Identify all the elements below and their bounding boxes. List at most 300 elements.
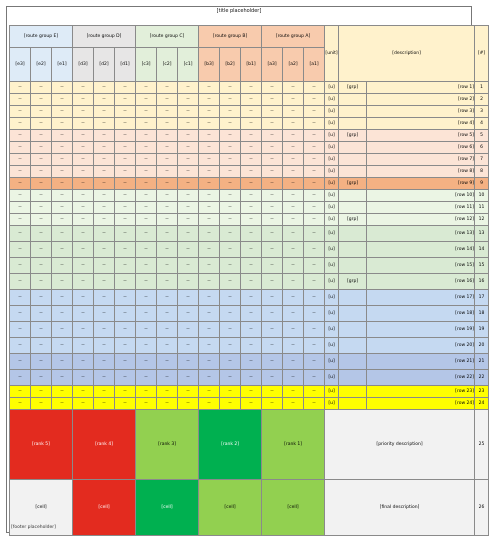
value-cell: -- [283, 370, 304, 386]
value-cell: -- [94, 178, 115, 190]
value-cell: -- [220, 338, 241, 354]
value-cell: -- [262, 274, 283, 290]
value-cell: -- [283, 258, 304, 274]
value-cell: -- [241, 398, 262, 410]
value-cell: -- [178, 190, 199, 202]
row-group [339, 338, 367, 354]
row-unit: [u] [325, 94, 339, 106]
row-description: [row 5] [367, 130, 475, 142]
row-group [339, 258, 367, 274]
table-row [10, 290, 489, 306]
value-cell: -- [199, 398, 220, 410]
value-cell: -- [115, 274, 136, 290]
value-cell: -- [283, 154, 304, 166]
sub-header-cell: [e2] [31, 48, 52, 82]
table-row [10, 178, 489, 190]
value-cell: -- [262, 290, 283, 306]
value-cell: -- [157, 178, 178, 190]
value-cell: -- [73, 274, 94, 290]
value-cell: -- [115, 338, 136, 354]
value-cell: -- [52, 214, 73, 226]
row-description: [row 23] [367, 386, 475, 398]
value-cell: -- [220, 290, 241, 306]
sub-header-cell: [b1] [241, 48, 262, 82]
value-cell: -- [262, 398, 283, 410]
value-cell: -- [31, 242, 52, 258]
value-cell: -- [157, 130, 178, 142]
value-cell: -- [178, 82, 199, 94]
value-cell: -- [52, 258, 73, 274]
table-row [10, 322, 489, 338]
value-cell: -- [136, 190, 157, 202]
value-cell: -- [73, 82, 94, 94]
priority-rank-cell: [rank 4] [73, 410, 136, 480]
sub-header-cell: [b2] [220, 48, 241, 82]
value-cell: -- [10, 190, 31, 202]
value-cell: -- [52, 94, 73, 106]
value-cell: -- [10, 154, 31, 166]
value-cell: -- [136, 242, 157, 258]
value-cell: -- [199, 226, 220, 242]
value-cell: -- [136, 258, 157, 274]
value-cell: -- [199, 190, 220, 202]
value-cell: -- [115, 290, 136, 306]
value-cell: -- [220, 178, 241, 190]
row-group: [grp] [339, 214, 367, 226]
value-cell: -- [94, 142, 115, 154]
value-cell: -- [304, 178, 325, 190]
value-cell: -- [304, 386, 325, 398]
value-cell: -- [73, 130, 94, 142]
row-unit: [u] [325, 118, 339, 130]
value-cell: -- [178, 226, 199, 242]
header-group-a: [route group A] [262, 26, 325, 48]
value-cell: -- [157, 226, 178, 242]
value-cell: -- [52, 370, 73, 386]
value-cell: -- [136, 202, 157, 214]
value-cell: -- [115, 154, 136, 166]
value-cell: -- [31, 338, 52, 354]
value-cell: -- [115, 386, 136, 398]
value-cell: -- [220, 154, 241, 166]
table-row [10, 242, 489, 258]
row-unit: [u] [325, 306, 339, 322]
row-group [339, 106, 367, 118]
value-cell: -- [283, 178, 304, 190]
value-cell: -- [283, 190, 304, 202]
value-cell: -- [220, 142, 241, 154]
value-cell: -- [220, 354, 241, 370]
value-cell: -- [10, 118, 31, 130]
value-cell: -- [73, 142, 94, 154]
row-description: [row 4] [367, 118, 475, 130]
value-cell: -- [10, 226, 31, 242]
value-cell: -- [262, 258, 283, 274]
value-cell: -- [52, 106, 73, 118]
row-unit: [u] [325, 290, 339, 306]
value-cell: -- [241, 226, 262, 242]
value-cell: -- [31, 226, 52, 242]
table-row [10, 154, 489, 166]
value-cell: -- [136, 338, 157, 354]
row-group [339, 370, 367, 386]
value-cell: -- [157, 154, 178, 166]
value-cell: -- [94, 398, 115, 410]
value-cell: -- [94, 242, 115, 258]
row-index: 18 [475, 306, 489, 322]
value-cell: -- [115, 398, 136, 410]
value-cell: -- [136, 214, 157, 226]
row-index: 6 [475, 142, 489, 154]
value-cell: -- [241, 154, 262, 166]
value-cell: -- [199, 370, 220, 386]
value-cell: -- [220, 130, 241, 142]
priority-rank-cell: [rank 3] [136, 410, 199, 480]
row-group: [grp] [339, 82, 367, 94]
value-cell: -- [31, 370, 52, 386]
value-cell: -- [136, 354, 157, 370]
table-row [10, 166, 489, 178]
row-unit: [u] [325, 338, 339, 354]
value-cell: -- [241, 386, 262, 398]
value-cell: -- [94, 306, 115, 322]
value-cell: -- [115, 258, 136, 274]
value-cell: -- [157, 258, 178, 274]
value-cell: -- [115, 190, 136, 202]
sub-header-cell: [b3] [199, 48, 220, 82]
row-group [339, 306, 367, 322]
value-cell: -- [136, 226, 157, 242]
value-cell: -- [262, 354, 283, 370]
table-body [10, 82, 489, 536]
row-index: 10 [475, 190, 489, 202]
row-unit: [u] [325, 386, 339, 398]
row-unit: [u] [325, 354, 339, 370]
value-cell: -- [136, 178, 157, 190]
value-cell: -- [199, 202, 220, 214]
value-cell: -- [199, 386, 220, 398]
value-cell: -- [262, 190, 283, 202]
value-cell: -- [199, 306, 220, 322]
row-description: [row 13] [367, 226, 475, 242]
sub-header-cell: [c1] [178, 48, 199, 82]
value-cell: -- [73, 354, 94, 370]
value-cell: -- [262, 118, 283, 130]
value-cell: -- [241, 274, 262, 290]
row-unit: [u] [325, 322, 339, 338]
value-cell: -- [136, 130, 157, 142]
row-description: [row 16] [367, 274, 475, 290]
value-cell: -- [31, 190, 52, 202]
value-cell: -- [262, 178, 283, 190]
value-cell: -- [262, 166, 283, 178]
table-row [10, 274, 489, 290]
value-cell: -- [31, 94, 52, 106]
value-cell: -- [199, 258, 220, 274]
row-description: [row 8] [367, 166, 475, 178]
value-cell: -- [52, 398, 73, 410]
row-description: [row 20] [367, 338, 475, 354]
value-cell: -- [220, 202, 241, 214]
value-cell: -- [262, 242, 283, 258]
value-cell: -- [94, 258, 115, 274]
value-cell: -- [73, 242, 94, 258]
table-row [10, 306, 489, 322]
value-cell: -- [178, 386, 199, 398]
value-cell: -- [199, 322, 220, 338]
table-row [10, 370, 489, 386]
value-cell: -- [157, 82, 178, 94]
value-cell: -- [304, 190, 325, 202]
value-cell: -- [157, 106, 178, 118]
row-unit: [u] [325, 214, 339, 226]
value-cell: -- [304, 226, 325, 242]
row-unit: [u] [325, 106, 339, 118]
value-cell: -- [304, 398, 325, 410]
value-cell: -- [115, 214, 136, 226]
final-cell: [cell] [136, 480, 199, 536]
value-cell: -- [178, 154, 199, 166]
table-row [10, 130, 489, 142]
value-cell: -- [136, 386, 157, 398]
value-cell: -- [94, 274, 115, 290]
row-description: [row 24] [367, 398, 475, 410]
value-cell: -- [241, 130, 262, 142]
value-cell: -- [157, 202, 178, 214]
value-cell: -- [262, 94, 283, 106]
value-cell: -- [52, 118, 73, 130]
value-cell: -- [178, 338, 199, 354]
value-cell: -- [262, 130, 283, 142]
value-cell: -- [178, 118, 199, 130]
value-cell: -- [136, 106, 157, 118]
value-cell: -- [94, 354, 115, 370]
value-cell: -- [94, 106, 115, 118]
value-cell: -- [220, 398, 241, 410]
value-cell: -- [304, 306, 325, 322]
row-unit: [u] [325, 166, 339, 178]
value-cell: -- [31, 142, 52, 154]
value-cell: -- [262, 370, 283, 386]
value-cell: -- [157, 274, 178, 290]
value-cell: -- [304, 118, 325, 130]
value-cell: -- [94, 166, 115, 178]
value-cell: -- [52, 142, 73, 154]
row-index: 1 [475, 82, 489, 94]
value-cell: -- [10, 142, 31, 154]
row-index: 4 [475, 118, 489, 130]
value-cell: -- [136, 94, 157, 106]
value-cell: -- [94, 322, 115, 338]
value-cell: -- [31, 130, 52, 142]
value-cell: -- [73, 258, 94, 274]
value-cell: -- [304, 202, 325, 214]
value-cell: -- [94, 290, 115, 306]
value-cell: -- [304, 166, 325, 178]
value-cell: -- [73, 190, 94, 202]
row-group [339, 190, 367, 202]
document-footer: [footer placeholder] [11, 525, 56, 530]
row-index: 21 [475, 354, 489, 370]
value-cell: -- [178, 370, 199, 386]
header-group-b: [route group B] [199, 26, 262, 48]
value-cell: -- [115, 82, 136, 94]
value-cell: -- [199, 154, 220, 166]
value-cell: -- [178, 178, 199, 190]
value-cell: -- [304, 154, 325, 166]
value-cell: -- [199, 106, 220, 118]
document-page [6, 6, 486, 533]
value-cell: -- [262, 142, 283, 154]
value-cell: -- [157, 338, 178, 354]
row-group [339, 166, 367, 178]
value-cell: -- [73, 106, 94, 118]
row-unit: [u] [325, 226, 339, 242]
row-index: 3 [475, 106, 489, 118]
row-group: [grp] [339, 178, 367, 190]
sub-header-cell: [a2] [283, 48, 304, 82]
value-cell: -- [262, 338, 283, 354]
value-cell: -- [31, 166, 52, 178]
value-cell: -- [115, 354, 136, 370]
value-cell: -- [157, 354, 178, 370]
value-cell: -- [199, 242, 220, 258]
table-row [10, 338, 489, 354]
value-cell: -- [157, 94, 178, 106]
value-cell: -- [304, 338, 325, 354]
value-cell: -- [73, 202, 94, 214]
value-cell: -- [220, 166, 241, 178]
value-cell: -- [283, 106, 304, 118]
value-cell: -- [220, 322, 241, 338]
value-cell: -- [31, 258, 52, 274]
sub-header-cell: [e3] [10, 48, 31, 82]
value-cell: -- [178, 166, 199, 178]
value-cell: -- [178, 258, 199, 274]
value-cell: -- [52, 190, 73, 202]
value-cell: -- [52, 130, 73, 142]
value-cell: -- [178, 290, 199, 306]
value-cell: -- [283, 274, 304, 290]
table-row [10, 258, 489, 274]
final-index: 26 [475, 480, 489, 536]
value-cell: -- [94, 118, 115, 130]
value-cell: -- [52, 178, 73, 190]
value-cell: -- [178, 398, 199, 410]
value-cell: -- [10, 354, 31, 370]
value-cell: -- [31, 322, 52, 338]
final-cell: [cell] [73, 480, 136, 536]
value-cell: -- [241, 370, 262, 386]
value-cell: -- [178, 202, 199, 214]
value-cell: -- [241, 258, 262, 274]
final-row [10, 480, 489, 536]
row-description: [row 14] [367, 242, 475, 258]
value-cell: -- [73, 306, 94, 322]
value-cell: -- [115, 242, 136, 258]
table-row [10, 82, 489, 94]
priority-index: 25 [475, 410, 489, 480]
row-group [339, 398, 367, 410]
final-cell: [cell] [199, 480, 262, 536]
value-cell: -- [10, 290, 31, 306]
value-cell: -- [73, 94, 94, 106]
row-unit: [u] [325, 142, 339, 154]
row-index: 14 [475, 242, 489, 258]
priority-rank-cell: [rank 2] [199, 410, 262, 480]
value-cell: -- [10, 82, 31, 94]
value-cell: -- [94, 190, 115, 202]
value-cell: -- [241, 118, 262, 130]
value-cell: -- [115, 322, 136, 338]
value-cell: -- [10, 106, 31, 118]
value-cell: -- [115, 370, 136, 386]
row-unit: [u] [325, 258, 339, 274]
value-cell: -- [136, 118, 157, 130]
value-cell: -- [304, 322, 325, 338]
value-cell: -- [115, 142, 136, 154]
value-cell: -- [220, 82, 241, 94]
sub-header-cell: [a3] [262, 48, 283, 82]
row-description: [row 11] [367, 202, 475, 214]
sub-header-cell: [c2] [157, 48, 178, 82]
value-cell: -- [199, 338, 220, 354]
value-cell: -- [178, 322, 199, 338]
value-cell: -- [199, 118, 220, 130]
row-index: 20 [475, 338, 489, 354]
document-title: [title placeholder] [216, 8, 262, 14]
value-cell: -- [52, 338, 73, 354]
value-cell: -- [157, 386, 178, 398]
comparison-table [9, 25, 489, 536]
value-cell: -- [199, 130, 220, 142]
value-cell: -- [283, 322, 304, 338]
value-cell: -- [73, 398, 94, 410]
value-cell: -- [94, 154, 115, 166]
row-description: [row 2] [367, 94, 475, 106]
row-index: 11 [475, 202, 489, 214]
row-group [339, 118, 367, 130]
value-cell: -- [157, 142, 178, 154]
value-cell: -- [283, 290, 304, 306]
value-cell: -- [241, 322, 262, 338]
value-cell: -- [262, 214, 283, 226]
table-row [10, 142, 489, 154]
value-cell: -- [10, 322, 31, 338]
value-cell: -- [115, 94, 136, 106]
priority-rank-cell: [rank 1] [262, 410, 325, 480]
value-cell: -- [220, 306, 241, 322]
value-cell: -- [241, 166, 262, 178]
value-cell: -- [157, 166, 178, 178]
value-cell: -- [262, 322, 283, 338]
value-cell: -- [94, 82, 115, 94]
header-group-c: [route group C] [136, 26, 199, 48]
value-cell: -- [31, 178, 52, 190]
final-description: [final description] [325, 480, 475, 536]
row-index: 22 [475, 370, 489, 386]
value-cell: -- [157, 242, 178, 258]
row-unit: [u] [325, 190, 339, 202]
value-cell: -- [157, 214, 178, 226]
final-cell: [cell] [10, 480, 73, 536]
value-cell: -- [304, 354, 325, 370]
row-description: [row 6] [367, 142, 475, 154]
value-cell: -- [241, 178, 262, 190]
table-row [10, 386, 489, 398]
value-cell: -- [304, 82, 325, 94]
value-cell: -- [157, 190, 178, 202]
